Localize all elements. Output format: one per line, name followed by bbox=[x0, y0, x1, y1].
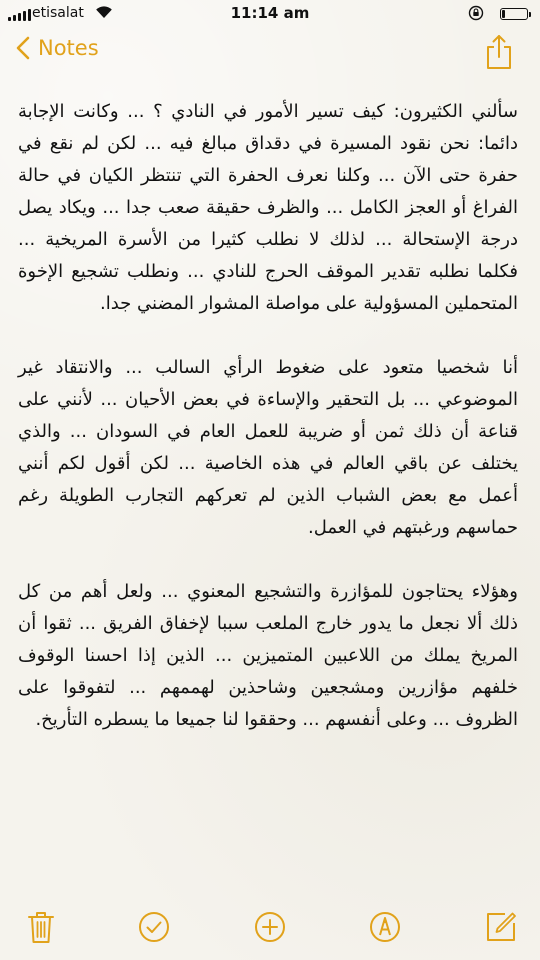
note-text-area[interactable] bbox=[18, 96, 518, 736]
add-attachment-button[interactable] bbox=[253, 908, 287, 946]
checklist-icon bbox=[138, 911, 170, 943]
share-button[interactable] bbox=[484, 34, 514, 70]
navigation-bar bbox=[0, 30, 540, 76]
note-paragraph: أنا شخصيا متعود على ضغوط الرأي السالب ... والانتقاد غير الموضوعي ... بل التحقير والإساءة في بعض الأحيان ... لأنني على قناعة أن ذلك ثمن أو ضريبة للعمل العام في السودان ... والذي يختلف عن باقي العالم في هذه الخاصية ... لكن أقول لكم أنني أعمل مع بعض الشباب الذين لم تعركهم التجارب الطويلة رغم حماسهم ورغبتهم في العمل. bbox=[18, 357, 518, 538]
rotation-lock-icon bbox=[468, 5, 484, 21]
battery-level bbox=[502, 10, 505, 18]
chevron-left-icon bbox=[16, 36, 30, 60]
clock: 11:14 am bbox=[230, 4, 310, 22]
share-icon bbox=[484, 34, 514, 70]
add-icon bbox=[254, 911, 286, 943]
back-label: Notes bbox=[38, 36, 99, 60]
note-paragraph: سألني الكثيرون: كيف تسير الأمور في النادي ؟ ... وكانت الإجابة دائما: نحن نقود المسيرة في دقداق مبالغ فيه ... لكن لم نقع في حفرة حتى الآن ... وكلنا نعرف الحفرة التي تنتظر الكيان في حالة الفراغ أو العجز الكامل ... والظرف حقيقة صعب جدا ... ويكاد يصل درجة الإستحالة ... لذلك لا نطلب كثيرا من الأسرة المريخية ... فكلما نطلبه تقدير الموقف الحرج للنادي ... ونطلب تشجيع الإخوة المتحملين المسؤولية على مواصلة المشوار المضني جدا. bbox=[18, 101, 518, 314]
battery-icon bbox=[500, 8, 528, 20]
checklist-button[interactable] bbox=[137, 908, 171, 946]
bottom-toolbar bbox=[0, 898, 540, 960]
carrier-name: etisalat bbox=[32, 5, 84, 21]
delete-note-button[interactable] bbox=[24, 908, 58, 946]
trash-icon bbox=[27, 910, 55, 944]
compose-icon bbox=[485, 911, 517, 943]
markup-icon bbox=[369, 911, 401, 943]
bleed-through-text bbox=[200, 36, 470, 58]
note-paragraph: وهؤلاء يحتاجون للمؤازرة والتشجيع المعنوي ... ولعل أهم من كل ذلك ألا نجعل ما يدور خارج الملعب سببا لإخفاق الفريق ... ثقوا أن المريخ يملك من اللاعبين المتميزين ... الذين إذا احسنا الوقوف خلفهم مؤازرين ومشجعين وشاحذين لهممهم ... لتفوقوا على الظروف ... وعلى أنفسهم ... وحققوا لنا جميعا ما يسطره التأريخ. bbox=[18, 581, 518, 730]
markup-button[interactable] bbox=[368, 908, 402, 946]
status-bar bbox=[0, 0, 540, 30]
back-to-notes-button[interactable] bbox=[16, 36, 99, 60]
compose-note-button[interactable] bbox=[484, 908, 518, 946]
